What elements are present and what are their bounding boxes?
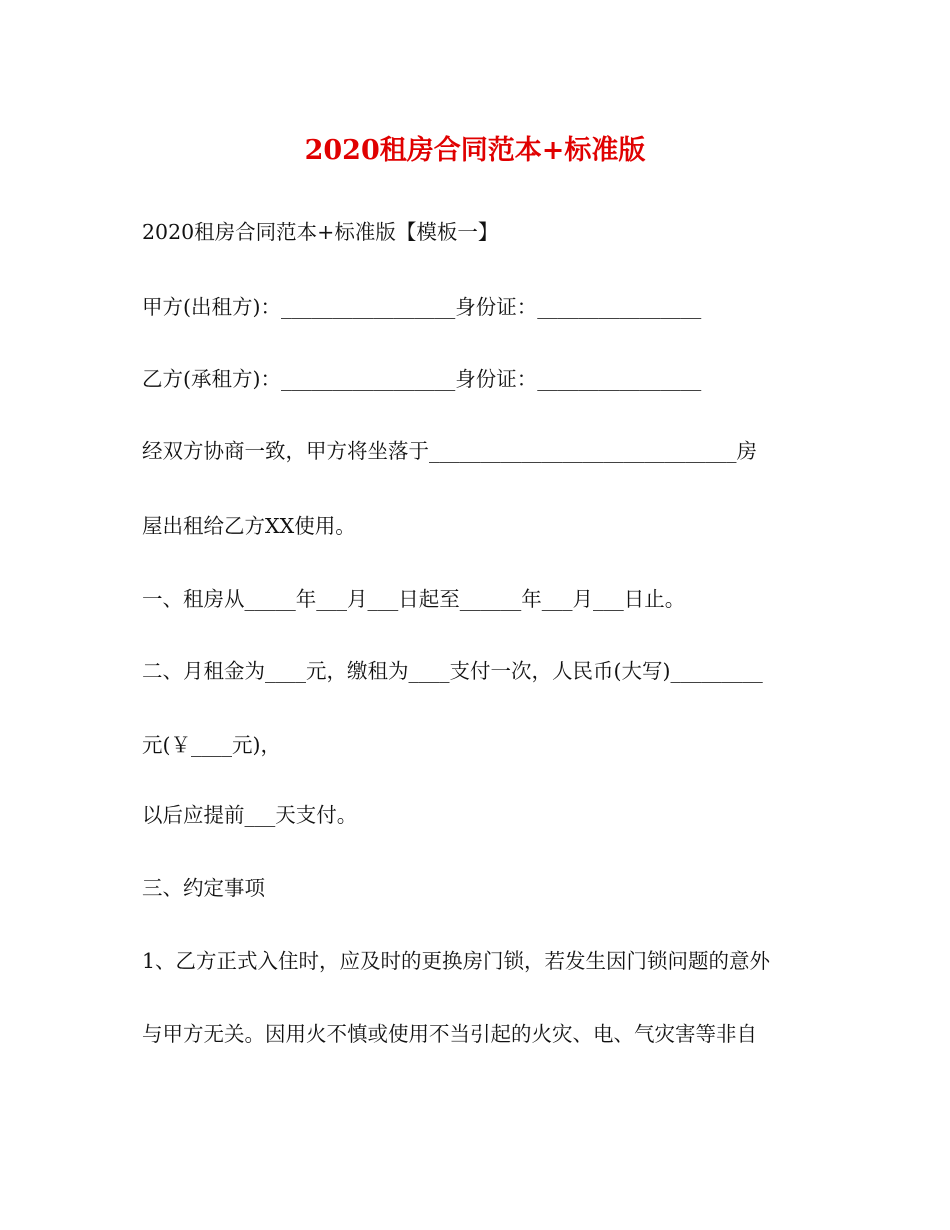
agreement-line-1: 经双方协商一致，甲方将坐落于______________________________房 xyxy=(142,439,757,463)
clause-1-line: 一、租房从_____年___月___日起至______年___月___日止。 xyxy=(142,587,686,611)
clause-2-line-1: 二、月租金为____元，缴租为____支付一次，人民币(大写)_________ xyxy=(142,659,763,683)
clause-3-item-1-line-2: 与甲方无关。因用火不慎或使用不当引起的火灾、电、气灾害等非自 xyxy=(142,1022,757,1046)
template-heading: 2020租房合同范本+标准版【模板一】 xyxy=(142,220,499,244)
document-title: 2020租房合同范本+标准版 xyxy=(304,135,646,166)
agreement-line-2: 屋出租给乙方XX使用。 xyxy=(142,514,356,538)
clause-2-line-2: 元(￥____元)， xyxy=(142,733,281,757)
clause-2-line-3: 以后应提前___天支付。 xyxy=(142,803,358,827)
clause-3-item-1-line-1: 1、乙方正式入住时，应及时的更换房门锁，若发生因门锁问题的意外 xyxy=(142,949,771,973)
clause-3-heading: 三、约定事项 xyxy=(142,876,265,900)
party-b-line: 乙方(承租方)：_________________身份证：________________ xyxy=(142,367,702,391)
party-a-line: 甲方(出租方)：_________________身份证：________________ xyxy=(142,295,702,319)
